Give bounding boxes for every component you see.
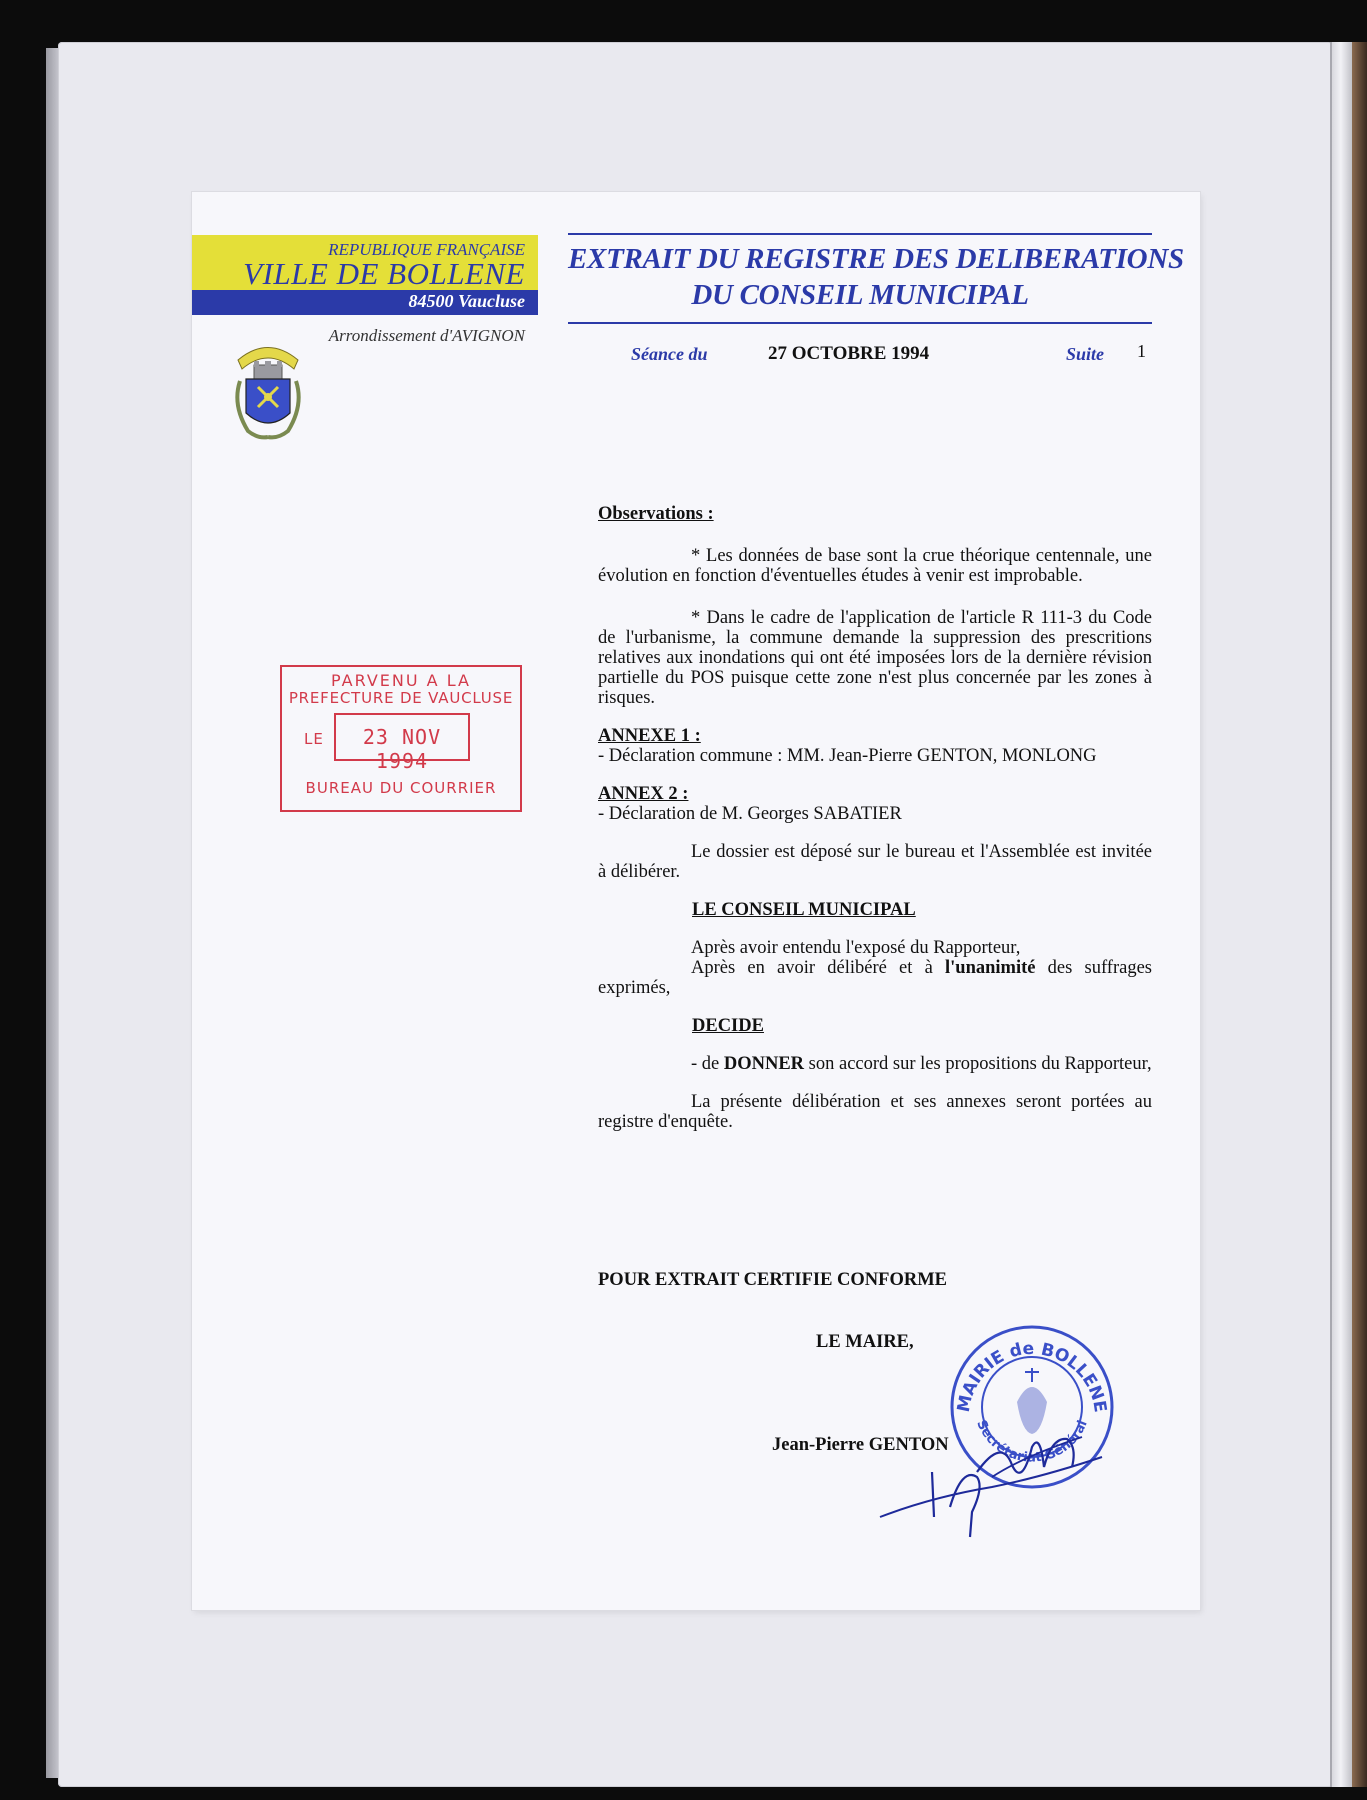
suite-number: 1 [1137, 341, 1146, 361]
donner-label: DONNER [723, 1054, 805, 1074]
stamp-line1: PARVENU A LA [331, 671, 471, 690]
observation-1: * Les données de base sont la crue théorique centennale, une évolution en fonction d'éventuelles études à venir est improbable. [598, 546, 1152, 586]
postal-code-label: 84500 Vaucluse [408, 291, 525, 311]
conseil-heading: LE CONSEIL MUNICIPAL [692, 900, 916, 920]
document-title-line2: DU CONSEIL MUNICIPAL [691, 279, 1029, 311]
annex2-text: - Déclaration de M. Georges SABATIER [598, 804, 902, 824]
annexe1-heading: ANNEXE 1 : [598, 726, 701, 746]
observations-heading: Observations : [598, 504, 714, 524]
arrondissement-label: Arrondissement d'AVIGNON [328, 326, 525, 345]
dossier-text: Le dossier est déposé sur le bureau et l'Assemblée est invitée à délibérer. [598, 842, 1152, 882]
seal-top-text: MAIRIE de BOLLENE [953, 1338, 1110, 1414]
stamp-date-box [334, 713, 470, 773]
document-sheet [192, 192, 1200, 1610]
apres-2-a: Après en avoir délibéré et à [691, 958, 945, 978]
annex2-heading: ANNEX 2 : [598, 784, 689, 804]
apres-2 [598, 958, 1152, 998]
binder-spine [1352, 42, 1367, 1787]
title-rule-bottom [568, 322, 1152, 324]
mayor-name: Jean-Pierre GENTON [772, 1435, 949, 1455]
suite-label: Suite [1066, 344, 1105, 364]
annexe1-text: - Déclaration commune : MM. Jean-Pierre GENTON, MONLONG [598, 746, 1097, 766]
seal-bottom-text: Secrétariat Général [973, 1418, 1091, 1466]
stamp-date: 23 NOV 1994 [362, 725, 442, 773]
document-title-line1: EXTRAIT DU REGISTRE DES DELIBERATIONS [568, 243, 1184, 275]
coat-of-arms-icon [228, 335, 308, 450]
donner-a: - de [691, 1054, 724, 1074]
donner-text [598, 1054, 1152, 1074]
mayor-signature [872, 1377, 1112, 1547]
binder-right-edge [1330, 42, 1354, 1787]
title-rule-top [568, 233, 1152, 235]
apres-1: Après avoir entendu l'exposé du Rapporteur, [691, 938, 1021, 958]
stamp-le: LE [304, 730, 324, 748]
apres-2-b: des suffrages exprimés, [598, 958, 1152, 998]
unanimite-label: l'unanimité [945, 958, 1036, 978]
ville-label: VILLE DE BOLLENE [243, 256, 525, 291]
prefecture-stamp [280, 665, 522, 812]
stamp-line2: PREFECTURE DE VAUCLUSE [288, 689, 514, 707]
seance-date: 27 OCTOBRE 1994 [768, 343, 930, 364]
le-maire-label: LE MAIRE, [816, 1332, 914, 1352]
presente-text: La présente délibération et ses annexes seront portées au registre d'enquête. [598, 1092, 1152, 1132]
republique-label: REPUBLIQUE FRANÇAISE [328, 240, 525, 259]
donner-b: son accord sur les propositions du Rapporteur, [804, 1054, 1152, 1074]
stamp-line3: BUREAU DU COURRIER [305, 779, 497, 797]
observation-2: * Dans le cadre de l'application de l'article R 111-3 du Code de l'urbanisme, la commune demande la suppression des prescritions relatives aux inondations qui ont été imposées lors de la dernière révision partielle du POS puisque cette zone n'est plus concernée par les zones à risques. [598, 608, 1152, 708]
deliberation-body [598, 504, 1152, 1132]
decide-heading: DECIDE [692, 1016, 764, 1036]
seance-label: Séance du [631, 344, 708, 364]
certifie-conforme: POUR EXTRAIT CERTIFIE CONFORME [598, 1270, 947, 1290]
